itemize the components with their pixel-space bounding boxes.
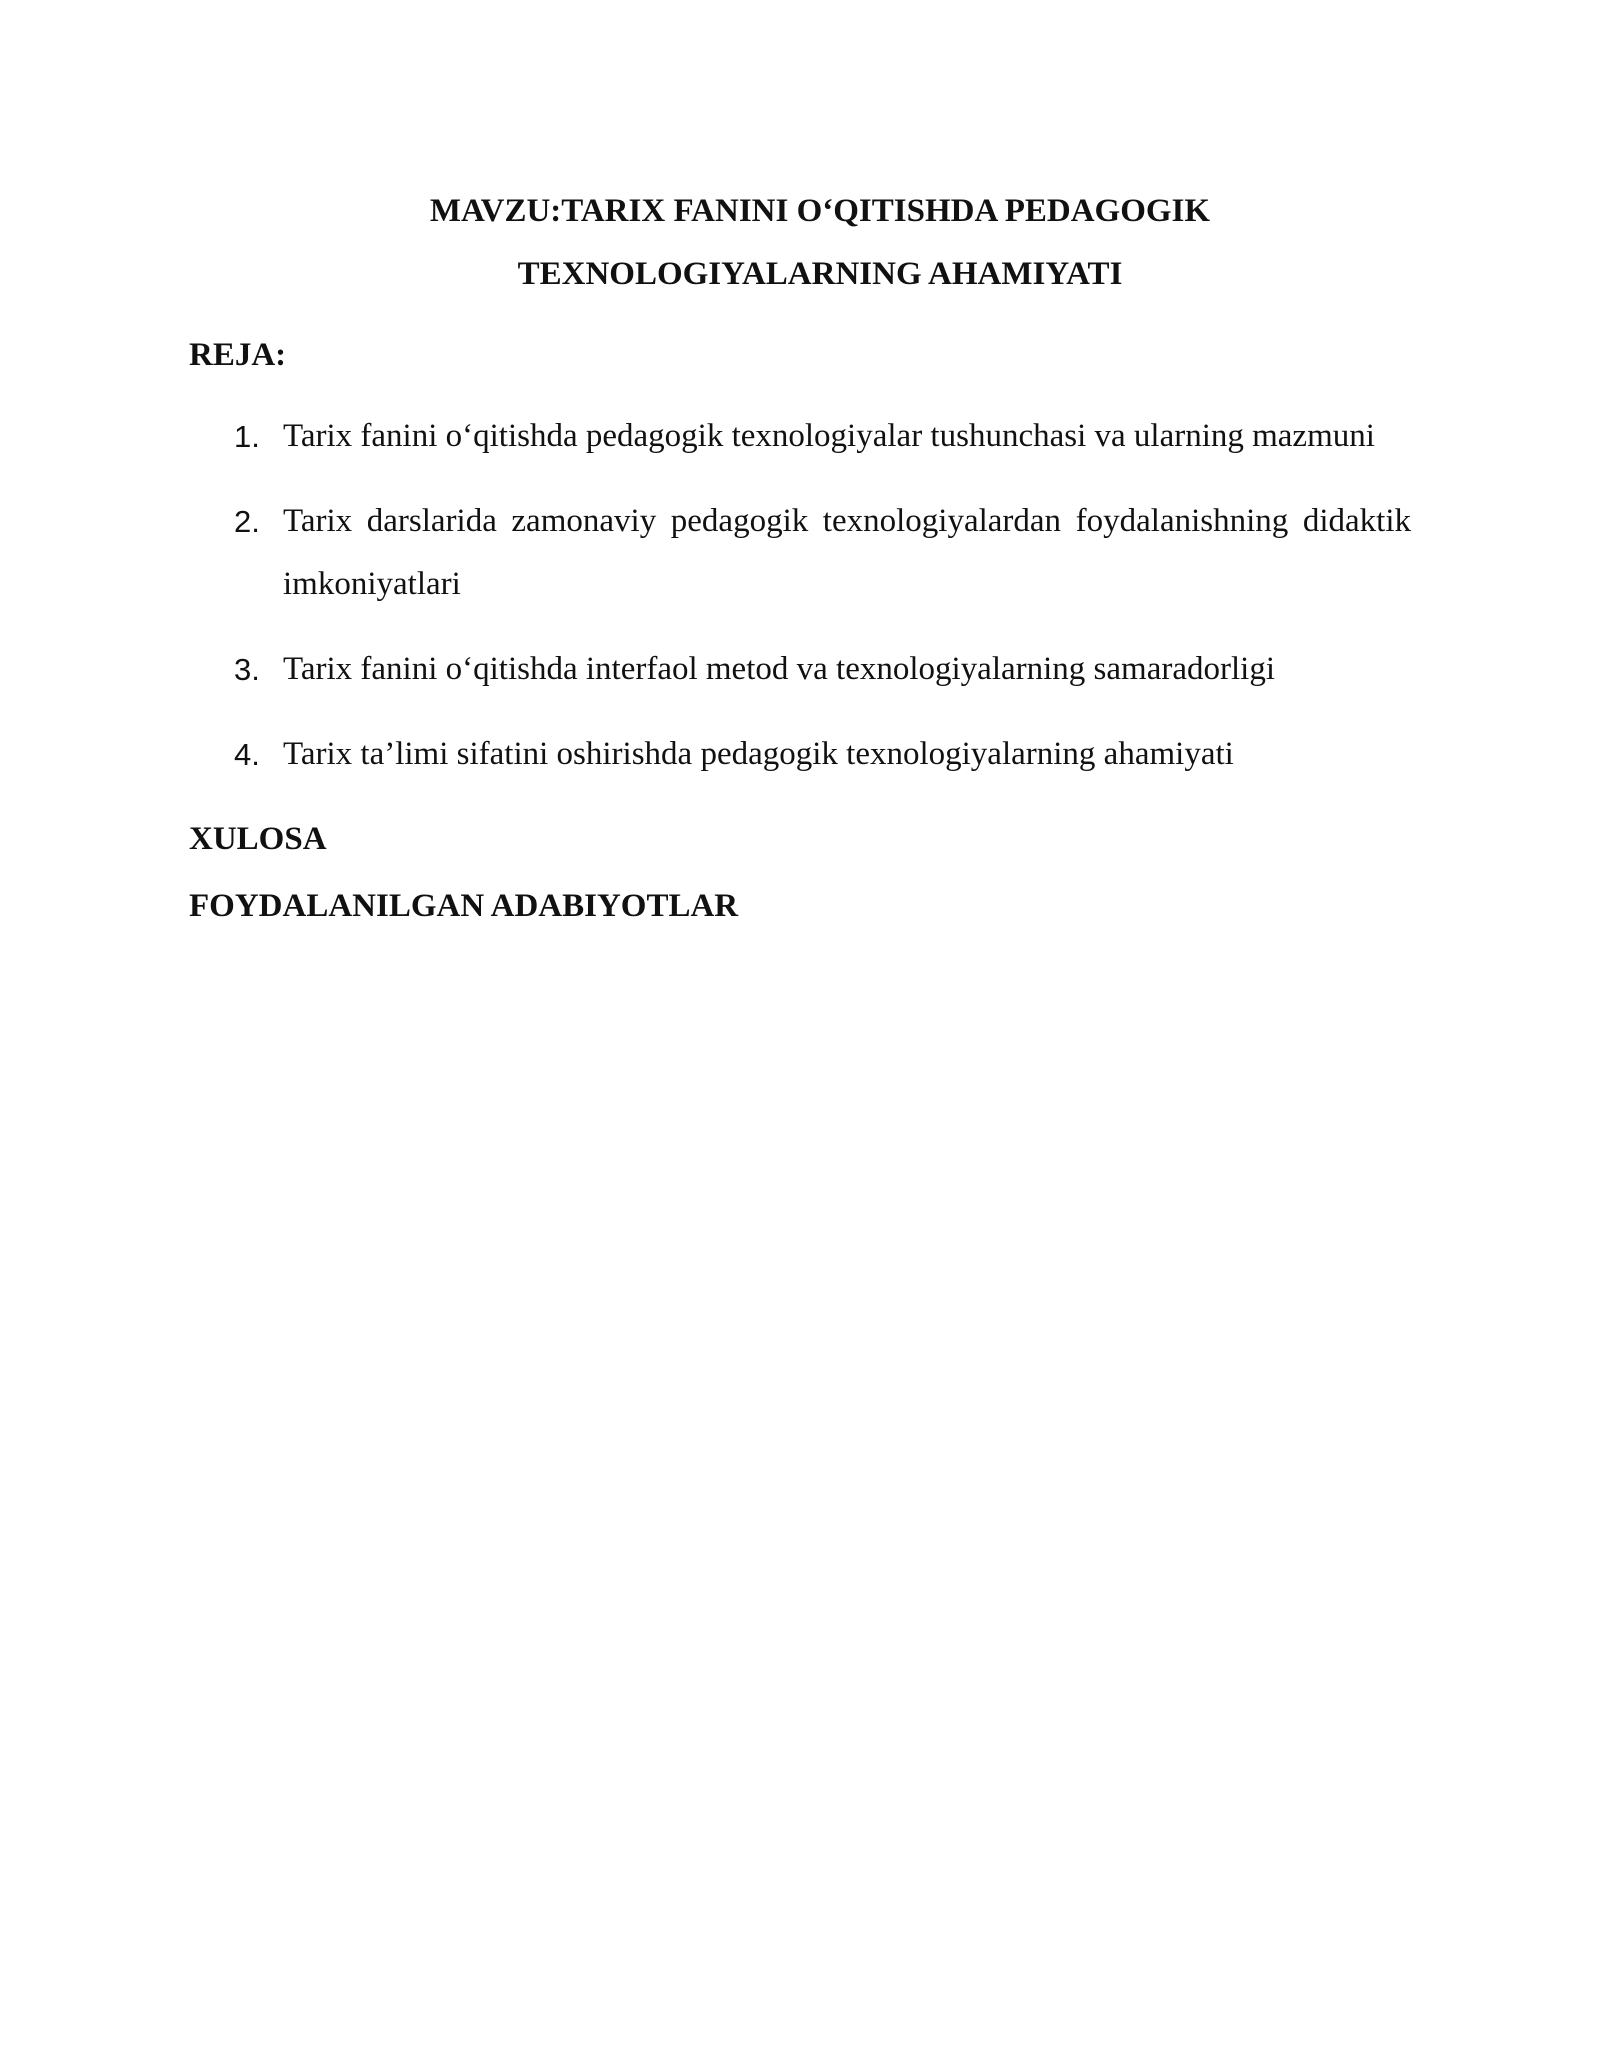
plan-item-4 xyxy=(189,723,1411,786)
plan-item-number: 1. xyxy=(234,419,260,454)
document-content xyxy=(189,180,1411,938)
plan-item-text: Tarix darslarida zamonaviy pedagogik texnologiyalardan foydalanishning didaktik imkoniyatlari xyxy=(283,503,1411,602)
title-line-2: TEXNOLOGIYALARNING AHAMIYATI xyxy=(517,256,1123,292)
plan-heading: REJA: xyxy=(189,337,287,373)
plan-item-text: Tarix fanini o‘qitishda interfaol metod va texnologiyalarning samaradorligi xyxy=(283,651,1275,687)
plan-item-1 xyxy=(189,405,1411,468)
plan-list xyxy=(189,405,1411,786)
title-line-1: MAVZU:TARIX FANINI O‘QITISHDA PEDAGOGIK xyxy=(429,193,1211,229)
plan-item-number: 3. xyxy=(234,652,260,687)
document-title xyxy=(189,180,1411,306)
references-heading: FOYDALANILGAN ADABIYOTLAR xyxy=(189,888,739,924)
plan-item-3 xyxy=(189,638,1411,701)
plan-item-number: 2. xyxy=(234,504,260,539)
plan-item-number: 4. xyxy=(234,737,260,772)
conclusion-heading: XULOSA xyxy=(189,821,327,857)
plan-item-text: Tarix fanini o‘qitishda pedagogik texnologiyalar tushunchasi va ularning mazmuni xyxy=(283,418,1375,454)
plan-item-text: Tarix ta’limi sifatini oshirishda pedagogik texnologiyalarning ahamiyati xyxy=(283,736,1234,772)
plan-item-2 xyxy=(189,490,1411,616)
